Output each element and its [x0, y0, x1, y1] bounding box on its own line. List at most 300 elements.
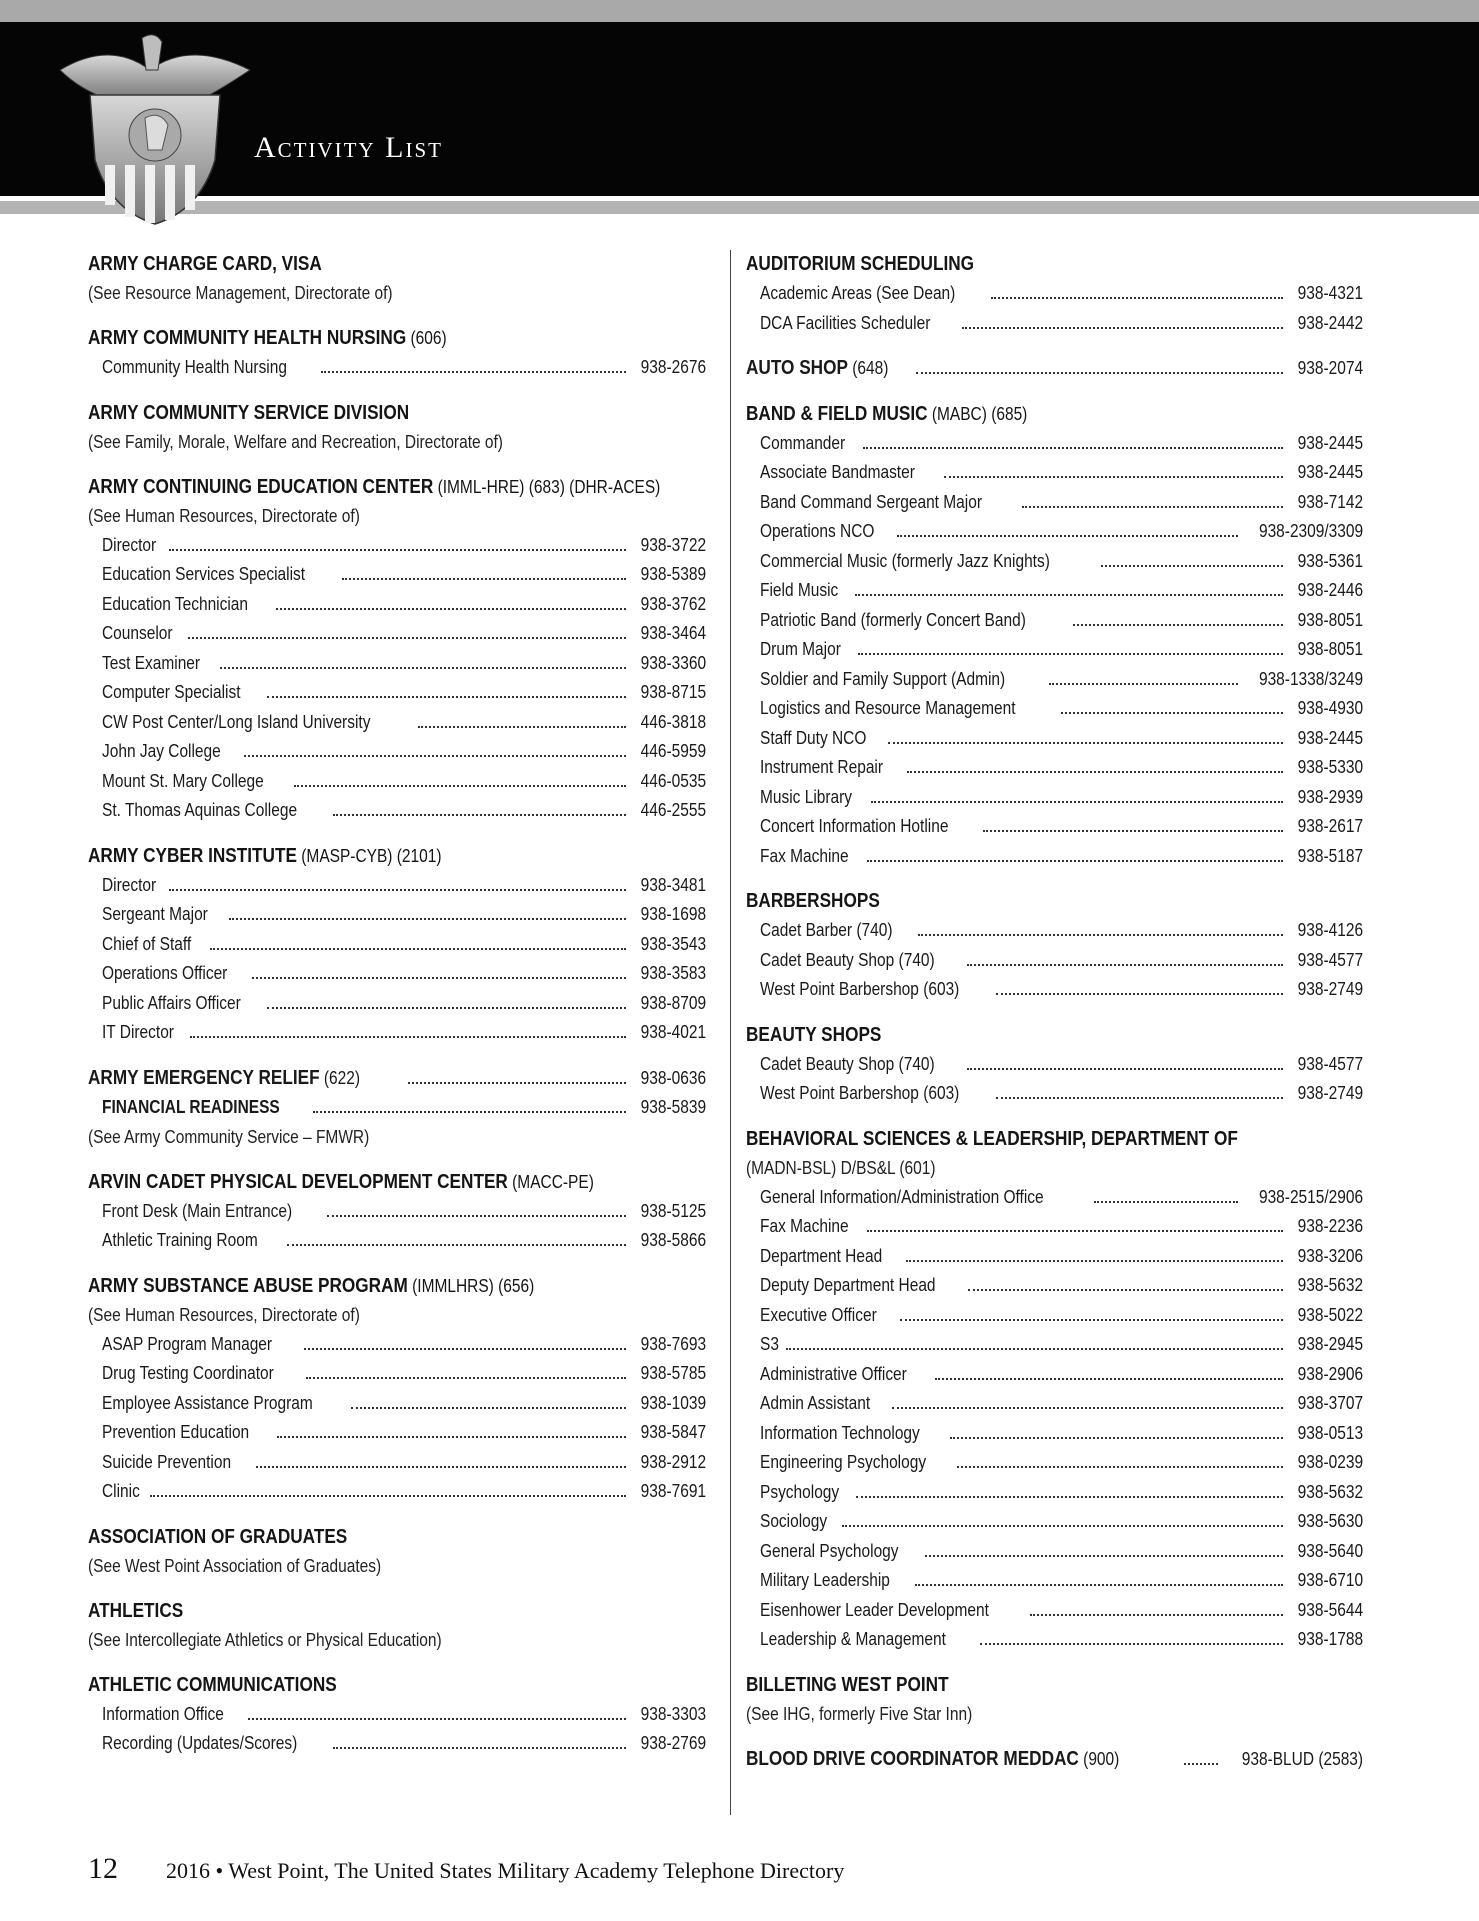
- phone-number: 938-0513: [1297, 1422, 1363, 1443]
- section-title: AUDITORIUM SCHEDULING: [746, 253, 975, 275]
- leader-dots: [220, 665, 626, 669]
- entry-label: Information Office: [102, 1703, 224, 1724]
- leader-dots: [1094, 1199, 1238, 1203]
- phone-number: 938-3583: [640, 963, 706, 983]
- leader-dots: [867, 858, 1283, 862]
- leader-dots: [863, 445, 1283, 449]
- phone-number: 938-3543: [640, 933, 706, 954]
- section-title: BILLETING WEST POINT: [746, 1673, 949, 1696]
- phone-number: 938-0636: [640, 1067, 706, 1088]
- leader-dots: [962, 325, 1283, 329]
- phone-number: 938-2236: [1297, 1216, 1363, 1236]
- directory-entry: [88, 1093, 706, 1123]
- footer-text: 2016 • West Point, The United States Military Academy Telephone Directory: [166, 1858, 845, 1883]
- directory-entry: [746, 916, 1363, 946]
- phone-number: 938-4577: [1297, 949, 1363, 970]
- phone-number: 938-8051: [1297, 609, 1363, 630]
- entry-label: West Point Barbershop (603): [760, 979, 960, 999]
- directory-entry: [746, 606, 1363, 636]
- directory-entry: [88, 353, 706, 383]
- leader-dots: [897, 533, 1238, 537]
- leader-dots: [980, 1641, 1283, 1645]
- leader-dots: [304, 1346, 626, 1350]
- phone-number: 938-2445: [1297, 727, 1363, 748]
- section-heading: [746, 1671, 1277, 1700]
- leader-dots: [950, 1435, 1283, 1439]
- leader-dots: [856, 1494, 1283, 1498]
- leader-dots: [858, 651, 1283, 655]
- section-note: (See Human Resources, Directorate of): [88, 505, 360, 526]
- phone-number: 938-5022: [1297, 1304, 1363, 1325]
- entry-label: Field Music: [760, 580, 839, 600]
- entry-label: Chief of Staff: [102, 933, 192, 954]
- phone-number: 938-2906: [1297, 1363, 1363, 1384]
- phone-number: 938-5847: [640, 1422, 706, 1442]
- directory-entry: [746, 842, 1363, 872]
- leader-dots: [276, 606, 626, 610]
- entry-label: Patriotic Band (formerly Concert Band): [760, 609, 1026, 630]
- leader-dots: [900, 1317, 1283, 1321]
- phone-number: 938-5632: [1297, 1481, 1363, 1502]
- phone-number: 938-2515/2906: [1258, 1186, 1363, 1207]
- directory-section: [88, 1523, 706, 1581]
- entry-label: Cadet Beauty Shop (740): [760, 949, 935, 970]
- leader-dots: [967, 962, 1283, 966]
- entry-label: FINANCIAL READINESS: [102, 1097, 280, 1117]
- section-title: ARMY CHARGE CARD, VISA: [88, 253, 322, 275]
- section-heading: [88, 324, 619, 353]
- leader-dots: [190, 1034, 626, 1038]
- leader-dots: [871, 799, 1283, 803]
- leader-dots: [944, 474, 1283, 478]
- entry-label: Suicide Prevention: [102, 1451, 232, 1472]
- phone-number: 938-3722: [640, 534, 706, 555]
- leader-dots: [342, 576, 626, 580]
- phone-number: 446-2555: [640, 800, 706, 820]
- section-note: (See IHG, formerly Five Star Inn): [746, 1703, 973, 1724]
- directory-entry: [88, 560, 706, 590]
- phone-number: 938-5785: [640, 1363, 706, 1383]
- leader-dots: [842, 1523, 1283, 1527]
- entry-label: Fax Machine: [760, 1216, 849, 1236]
- directory-section: [88, 399, 706, 457]
- leader-dots: [229, 916, 626, 920]
- entry-label: Sociology: [760, 1511, 828, 1531]
- leader-dots: [248, 1716, 626, 1720]
- phone-number: 938-2442: [1297, 312, 1363, 333]
- leader-dots: [408, 1080, 626, 1084]
- headline-label: [746, 354, 888, 384]
- directory-entry: [746, 517, 1363, 547]
- directory-entry: [746, 724, 1363, 754]
- phone-number: 938-5125: [640, 1200, 706, 1221]
- entry-label: Drug Testing Coordinator: [102, 1363, 274, 1383]
- left-column: [88, 250, 706, 1775]
- phone-number: 938-1698: [640, 904, 706, 924]
- leader-dots: [327, 1213, 626, 1217]
- entry-label: Cadet Beauty Shop (740): [760, 1053, 935, 1074]
- entry-label: Staff Duty NCO: [760, 727, 867, 748]
- phone-number: 938-1788: [1297, 1629, 1363, 1649]
- phone-number: 938-1338/3249: [1258, 668, 1363, 689]
- entry-label: Engineering Psychology: [760, 1452, 927, 1472]
- directory-entry: [88, 1477, 706, 1507]
- phone-number: 938-2912: [640, 1451, 706, 1472]
- directory-entry: [746, 547, 1363, 577]
- directory-entry: [746, 635, 1363, 665]
- directory-section: [88, 1272, 706, 1507]
- directory-entry: [746, 1596, 1363, 1626]
- section-title: ARMY COMMUNITY SERVICE DIVISION: [88, 401, 410, 424]
- entry-label: Test Examiner: [102, 652, 201, 673]
- phone-number: 938-5839: [640, 1097, 706, 1117]
- directory-section: [746, 887, 1363, 1005]
- leader-dots: [150, 1493, 626, 1497]
- directory-entry: [746, 1050, 1363, 1080]
- section-heading: [88, 473, 661, 502]
- section-code: (622): [319, 1067, 361, 1088]
- directory-section: [88, 250, 706, 308]
- leader-dots: [313, 1109, 626, 1113]
- entry-label: Instrument Repair: [760, 757, 884, 777]
- entry-label: Front Desk (Main Entrance): [102, 1200, 293, 1221]
- entry-label: Concert Information Hotline: [760, 816, 949, 836]
- phone-number: 938-8051: [1297, 639, 1363, 659]
- page-number: 12: [88, 1852, 118, 1885]
- entry-label: Fax Machine: [760, 845, 849, 866]
- entry-label: Education Services Specialist: [102, 564, 306, 584]
- directory-section: [88, 1671, 706, 1759]
- leader-dots: [916, 370, 1283, 374]
- section-note: (See Resource Management, Directorate of): [88, 283, 393, 303]
- directory-entry: [88, 1226, 706, 1256]
- section-code: (606): [406, 328, 447, 348]
- leader-dots: [1073, 622, 1283, 626]
- entry-label: Computer Specialist: [102, 682, 241, 702]
- directory-section: [88, 324, 706, 383]
- entry-label: Public Affairs Officer: [102, 992, 241, 1013]
- entry-label: Logistics and Resource Management: [760, 698, 1016, 718]
- section-title: ARMY COMMUNITY HEALTH NURSING: [88, 327, 407, 349]
- leader-dots: [786, 1346, 1283, 1350]
- leader-dots: [1030, 1612, 1283, 1616]
- entry-label: Director: [102, 534, 157, 555]
- entry-label: General Information/Administration Office: [760, 1186, 1044, 1207]
- section-heading: [746, 1021, 1277, 1050]
- leader-dots: [935, 1376, 1283, 1380]
- directory-section: [88, 473, 706, 826]
- section-heading: [746, 400, 1277, 429]
- entry-label: Music Library: [760, 786, 853, 807]
- section-title: ATHLETICS: [88, 1599, 184, 1622]
- phone-number: 446-3818: [640, 711, 706, 732]
- directory-section: [746, 1125, 1363, 1655]
- section-heading: [746, 250, 1277, 279]
- entry-label: Admin Assistant: [760, 1393, 871, 1413]
- section-code: (900): [1078, 1748, 1120, 1769]
- leader-dots: [306, 1375, 626, 1379]
- phone-number: 938-2769: [640, 1733, 706, 1753]
- leader-dots: [252, 975, 626, 979]
- section-code: (IMML-HRE) (683) (DHR-ACES): [433, 476, 661, 497]
- phone-number: 938-5389: [640, 564, 706, 584]
- directory-entry: [88, 1359, 706, 1389]
- leader-dots: [294, 783, 626, 787]
- phone-number: 938-5330: [1297, 757, 1363, 777]
- directory-entry: [88, 708, 706, 738]
- section-title: ATHLETIC COMMUNICATIONS: [88, 1673, 337, 1696]
- directory-section: [746, 400, 1363, 872]
- phone-number: 938-2939: [1297, 786, 1363, 807]
- section-title: BLOOD DRIVE COORDINATOR MEDDAC: [746, 1747, 1079, 1770]
- leader-dots: [925, 1553, 1283, 1557]
- phone-number: 938-2676: [640, 357, 706, 377]
- entry-label: Clinic: [102, 1481, 140, 1501]
- section-title: ARMY CYBER INSTITUTE: [88, 844, 297, 867]
- entry-label: Commander: [760, 432, 846, 453]
- section-heading: [88, 399, 619, 428]
- entry-label: Military Leadership: [760, 1570, 890, 1590]
- leader-dots: [169, 547, 626, 551]
- directory-entry: [746, 1360, 1363, 1390]
- section-heading: [88, 1168, 619, 1197]
- entry-label: Psychology: [760, 1481, 840, 1502]
- phone-number: 938-8709: [640, 992, 706, 1013]
- directory-entry: [746, 429, 1363, 459]
- phone-number: 446-5959: [640, 741, 706, 761]
- phone-number: 938-2446: [1297, 580, 1363, 600]
- directory-entry: [746, 1242, 1363, 1272]
- phone-number: 938-3707: [1297, 1393, 1363, 1413]
- entry-label: Drum Major: [760, 639, 841, 659]
- directory-entry: [746, 694, 1363, 724]
- phone-number: 938-5630: [1297, 1511, 1363, 1531]
- phone-number: 938-2445: [1297, 462, 1363, 482]
- section-heading: [88, 1272, 619, 1301]
- section-note: (See Intercollegiate Athletics or Physical Education): [88, 1629, 442, 1650]
- entry-label: DCA Facilities Scheduler: [760, 312, 931, 333]
- leader-dots: [968, 1287, 1283, 1291]
- directory-entry: [88, 1418, 706, 1448]
- entry-label: Associate Bandmaster: [760, 462, 915, 482]
- phone-number: 938-3360: [640, 652, 706, 673]
- directory-entry: [88, 619, 706, 649]
- leader-dots: [996, 1095, 1283, 1099]
- leader-dots: [855, 592, 1283, 596]
- leader-dots: [188, 635, 626, 639]
- directory-entry: [746, 1419, 1363, 1449]
- leader-dots: [277, 1434, 626, 1438]
- phone-number: 938-4126: [1297, 920, 1363, 940]
- entry-label: Counselor: [102, 623, 173, 643]
- directory-section: [88, 1064, 706, 1152]
- section-title: BAND & FIELD MUSIC: [746, 402, 928, 425]
- section-title: BEAUTY SHOPS: [746, 1023, 882, 1046]
- directory-entry: [88, 959, 706, 989]
- directory-entry: [88, 737, 706, 767]
- entry-label: Eisenhower Leader Development: [760, 1599, 989, 1620]
- entry-label: Deputy Department Head: [760, 1275, 936, 1295]
- entry-label: IT Director: [102, 1022, 174, 1042]
- entry-label: West Point Barbershop (603): [760, 1083, 960, 1103]
- directory-section: [88, 1597, 706, 1655]
- directory-entry: [88, 1018, 706, 1048]
- leader-dots: [287, 1242, 626, 1246]
- directory-entry: [746, 783, 1363, 813]
- leader-dots: [351, 1405, 626, 1409]
- section-note: (MADN-BSL) D/BS&L (601): [746, 1157, 936, 1178]
- directory-entry: [746, 279, 1363, 309]
- directory-entry: [746, 1537, 1363, 1567]
- directory-entry: [88, 678, 706, 708]
- entry-label: ASAP Program Manager: [102, 1333, 273, 1354]
- right-column: [746, 250, 1363, 1790]
- phone-number: 938-2749: [1297, 1083, 1363, 1103]
- page-footer: [88, 1852, 844, 1886]
- phone-number: 938-0239: [1297, 1452, 1363, 1472]
- phone-number: 938-5361: [1297, 550, 1363, 571]
- leader-dots: [957, 1464, 1283, 1468]
- leader-dots: [967, 1066, 1283, 1070]
- leader-dots: [867, 1228, 1283, 1232]
- directory-section: [746, 354, 1363, 384]
- entry-label: Operations Officer: [102, 963, 228, 983]
- phone-number: 938-2074: [1297, 358, 1363, 378]
- section-code: (648): [847, 358, 889, 378]
- phone-number: 938-8715: [640, 682, 706, 702]
- directory-entry: [88, 900, 706, 930]
- directory-entry: [746, 488, 1363, 518]
- section-note: (See Army Community Service – FMWR): [88, 1126, 370, 1147]
- leader-dots: [991, 295, 1283, 299]
- section-heading: [746, 1125, 1277, 1154]
- phone-number: 938-2617: [1297, 816, 1363, 836]
- phone-number: 938-2945: [1297, 1334, 1363, 1354]
- leader-dots: [333, 1745, 626, 1749]
- entry-label: Administrative Officer: [760, 1363, 907, 1384]
- phone-number: 938-3464: [640, 623, 706, 643]
- leader-dots: [907, 769, 1283, 773]
- directory-headline-entry: [746, 354, 1363, 384]
- leader-dots: [256, 1464, 626, 1468]
- directory-entry: [88, 871, 706, 901]
- leader-dots: [1101, 563, 1283, 567]
- directory-section: [746, 250, 1363, 338]
- directory-section: [88, 842, 706, 1048]
- directory-entry: [746, 812, 1363, 842]
- directory-entry: [746, 1330, 1363, 1360]
- directory-entry: [88, 531, 706, 561]
- directory-entry: [88, 1389, 706, 1419]
- section-title: BARBERSHOPS: [746, 890, 880, 912]
- directory-entry: [746, 1212, 1363, 1242]
- directory-entry: [88, 989, 706, 1019]
- phone-number: 938-5866: [640, 1230, 706, 1250]
- directory-entry: [746, 576, 1363, 606]
- entry-label: Cadet Barber (740): [760, 920, 893, 940]
- phone-number: 938-5187: [1297, 845, 1363, 866]
- entry-label: Community Health Nursing: [102, 357, 287, 377]
- directory-entry: [746, 1389, 1363, 1419]
- entry-label: Academic Areas (See Dean): [760, 283, 956, 303]
- phone-number: 938-3206: [1297, 1245, 1363, 1266]
- entry-label: Department Head: [760, 1245, 883, 1266]
- page-title: Activity List: [254, 131, 443, 164]
- phone-number: 938-2445: [1297, 432, 1363, 453]
- leader-dots: [1049, 681, 1238, 685]
- directory-entry: [746, 458, 1363, 488]
- section-heading: [88, 1597, 619, 1626]
- phone-number: 938-3303: [640, 1703, 706, 1724]
- directory-entry: [746, 665, 1363, 695]
- directory-section: [746, 1745, 1363, 1775]
- phone-number: 938-5632: [1297, 1275, 1363, 1295]
- directory-entry: [746, 946, 1363, 976]
- section-note: (See Family, Morale, Welfare and Recreation, Directorate of): [88, 431, 503, 452]
- phone-number: 938-3762: [640, 593, 706, 614]
- entry-label: Operations NCO: [760, 521, 875, 541]
- leader-dots: [888, 740, 1283, 744]
- phone-number: 938-6710: [1297, 1570, 1363, 1590]
- directory-entry: [88, 1700, 706, 1730]
- section-title: ARMY CONTINUING EDUCATION CENTER: [88, 475, 434, 498]
- directory-entry: [88, 1448, 706, 1478]
- leader-dots: [244, 753, 626, 757]
- entry-label: Athletic Training Room: [102, 1230, 258, 1250]
- leader-dots: [169, 887, 626, 891]
- phone-number: 938-7693: [640, 1333, 706, 1354]
- directory-entry: [88, 649, 706, 679]
- section-code: (MABC) (685): [927, 403, 1028, 424]
- column-divider: [730, 250, 731, 1815]
- leader-dots: [892, 1405, 1283, 1409]
- phone-number: 938-2749: [1297, 979, 1363, 999]
- section-heading: [88, 1671, 619, 1700]
- phone-number: 938-5640: [1297, 1540, 1363, 1561]
- directory-entry: [746, 753, 1363, 783]
- entry-label: Band Command Sergeant Major: [760, 491, 983, 512]
- directory-section: [88, 1168, 706, 1256]
- leader-dots: [918, 932, 1283, 936]
- phone-number: 938-4321: [1297, 283, 1363, 303]
- phone-number: 938-2309/3309: [1258, 521, 1363, 541]
- leader-dots: [906, 1258, 1283, 1262]
- section-title: ASSOCIATION OF GRADUATES: [88, 1525, 348, 1548]
- directory-entry: [746, 1566, 1363, 1596]
- entry-label: General Psychology: [760, 1540, 899, 1561]
- entry-label: John Jay College: [102, 741, 221, 761]
- entry-label: Soldier and Family Support (Admin): [760, 668, 1006, 689]
- entry-label: Commercial Music (formerly Jazz Knights): [760, 550, 1050, 571]
- directory-entry: [746, 1079, 1363, 1109]
- west-point-crest-icon: [50, 30, 260, 226]
- section-title: AUTO SHOP: [746, 357, 848, 379]
- directory-entry: [746, 1301, 1363, 1331]
- headline-label: [746, 1745, 1119, 1775]
- directory-entry: [88, 1197, 706, 1227]
- leader-dots: [1184, 1761, 1218, 1765]
- leader-dots: [418, 724, 626, 728]
- directory-entry: [746, 1271, 1363, 1301]
- directory-entry: [88, 930, 706, 960]
- phone-number: 938-7142: [1297, 491, 1363, 512]
- entry-label: Sergeant Major: [102, 904, 208, 924]
- entry-label: Prevention Education: [102, 1422, 250, 1442]
- entry-label: Executive Officer: [760, 1304, 877, 1325]
- section-heading: [88, 842, 619, 871]
- leader-dots: [321, 369, 626, 373]
- section-title: ARMY SUBSTANCE ABUSE PROGRAM: [88, 1274, 408, 1297]
